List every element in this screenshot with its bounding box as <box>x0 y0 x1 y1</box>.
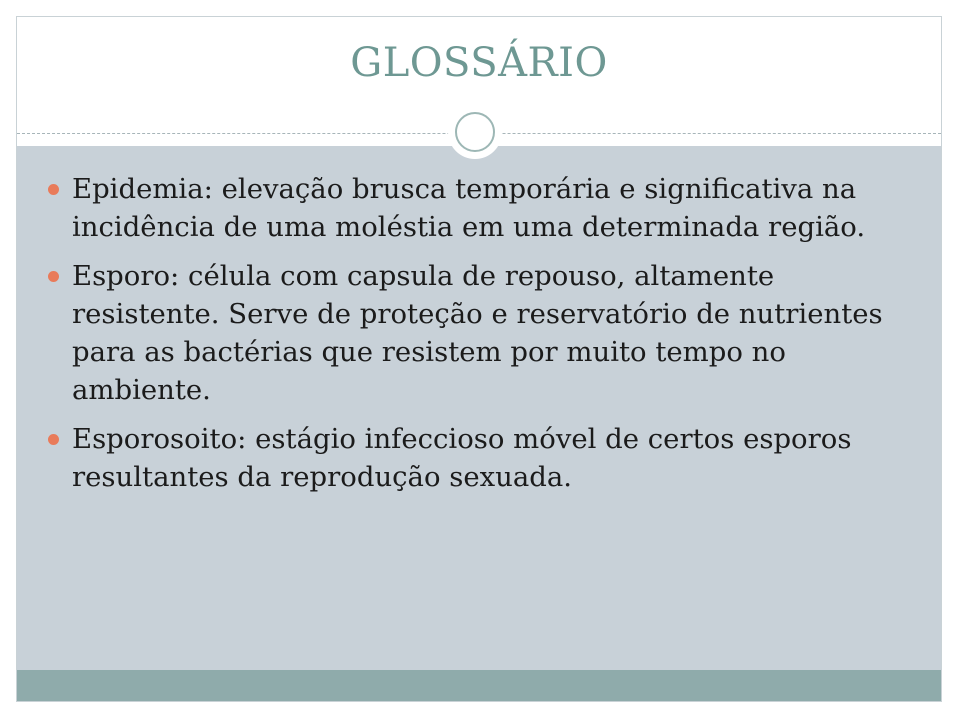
bullet-item-esporo <box>48 257 908 409</box>
bullet-item-esporosoito <box>48 420 908 496</box>
ornament-ring <box>455 112 495 152</box>
bullet-dot-icon <box>48 184 59 195</box>
circle-ornament-icon <box>448 105 502 159</box>
bullet-list <box>48 170 908 507</box>
bullet-text: Epidemia: elevação brusca temporária e significativa na incidência de uma moléstia em uma determinada região. <box>72 173 866 243</box>
slide-title: GLOSSÁRIO <box>350 40 608 86</box>
bullet-text: Esporo: célula com capsula de repouso, altamente resistente. Serve de proteção e reservatório de nutrientes para as bactérias que resistem por muito tempo no ambiente. <box>72 260 883 406</box>
bullet-dot-icon <box>48 271 59 282</box>
bullet-text: Esporosoito: estágio infeccioso móvel de certos esporos resultantes da reprodução sexuada. <box>72 423 852 493</box>
footer-band <box>17 670 941 701</box>
bullet-item-epidemia <box>48 170 908 246</box>
bullet-dot-icon <box>48 434 59 445</box>
